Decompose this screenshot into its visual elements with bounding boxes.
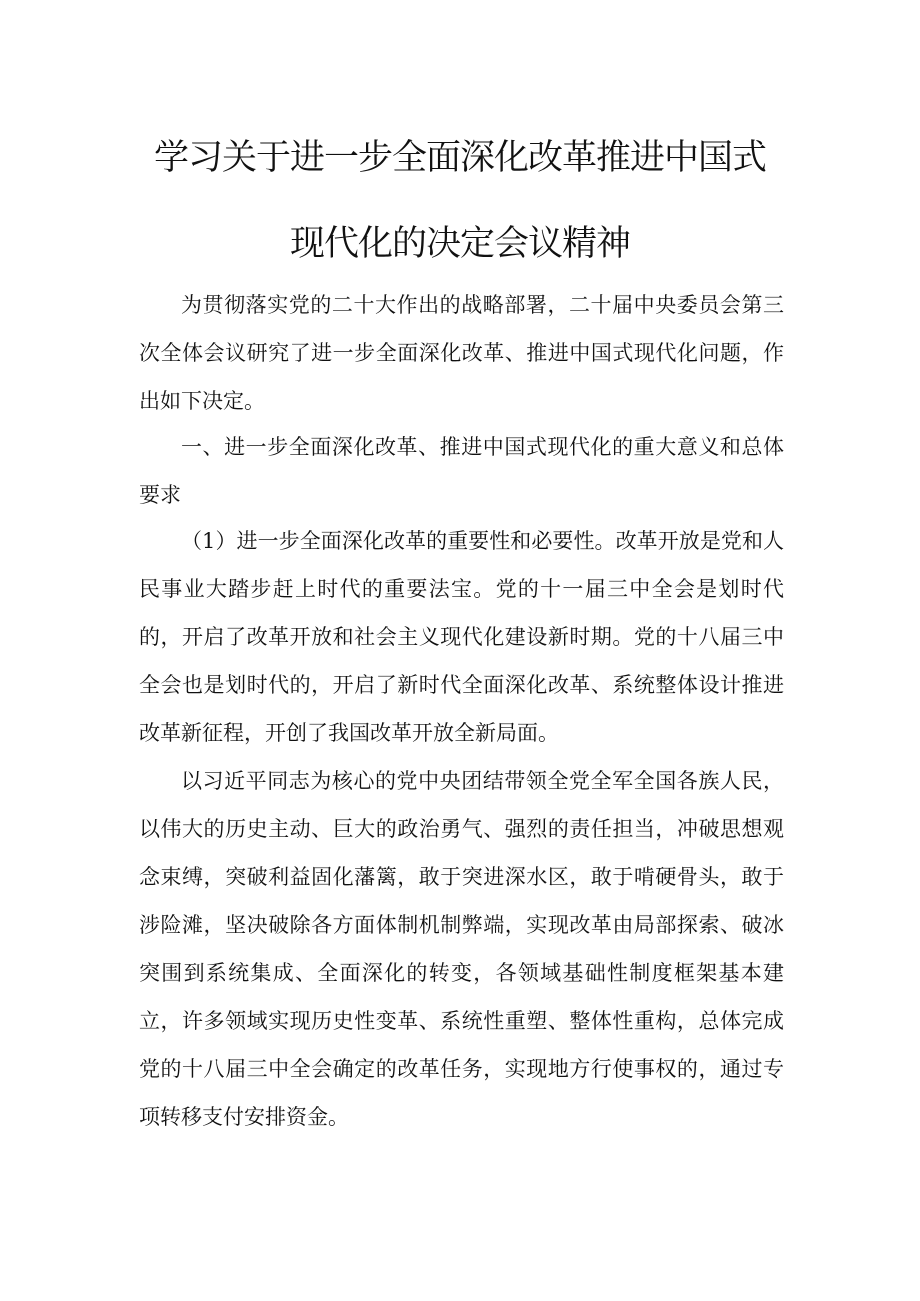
document-title-line-2: 现代化的决定会议精神 [289,224,630,264]
document-title-line-1: 学习关于进一步全面深化改革推进中国式 [153,138,766,178]
paragraph-body: 以习近平同志为核心的党中央团结带领全党全军全国各族人民，以伟大的历史主动、巨大的政治勇气、强烈的责任担当，冲破思想观念束缚，突破利益固化藩篱，敢于突进深水区，敢于啃硬骨头，敢于涉险滩，坚决破除各方面体制机制弊端，实现改革由局部探索、破冰突围到系统集成、全面深化的转变，各领域基础性制度框架基本建立，许多领域实现历史性变革、系统性重塑、整体性重构，总体完成党的十八届三中全会确定的改革任务，实现地方行使事权的，通过专项转移支付安排资金。 [139,769,784,1129]
paragraph-item-1: （1）进一步全面深化改革的重要性和必要性。改革开放是党和人民事业大踏步赶上时代的重要法宝。党的十一届三中全会是划时代的，开启了改革开放和社会主义现代化建设新时期。党的十八届三中全会也是划时代的，开启了新时代全面深化改革、系统整体设计推进改革新征程，开创了我国改革开放全新局面。 [139,529,784,745]
paragraph-intro: 为贯彻落实党的二十大作出的战略部署，二十届中央委员会第三次全体会议研究了进一步全面深化改革、推进中国式现代化问题，作出如下决定。 [139,293,784,413]
paragraph-section-heading: 一、进一步全面深化改革、推进中国式现代化的重大意义和总体要求 [139,435,784,507]
